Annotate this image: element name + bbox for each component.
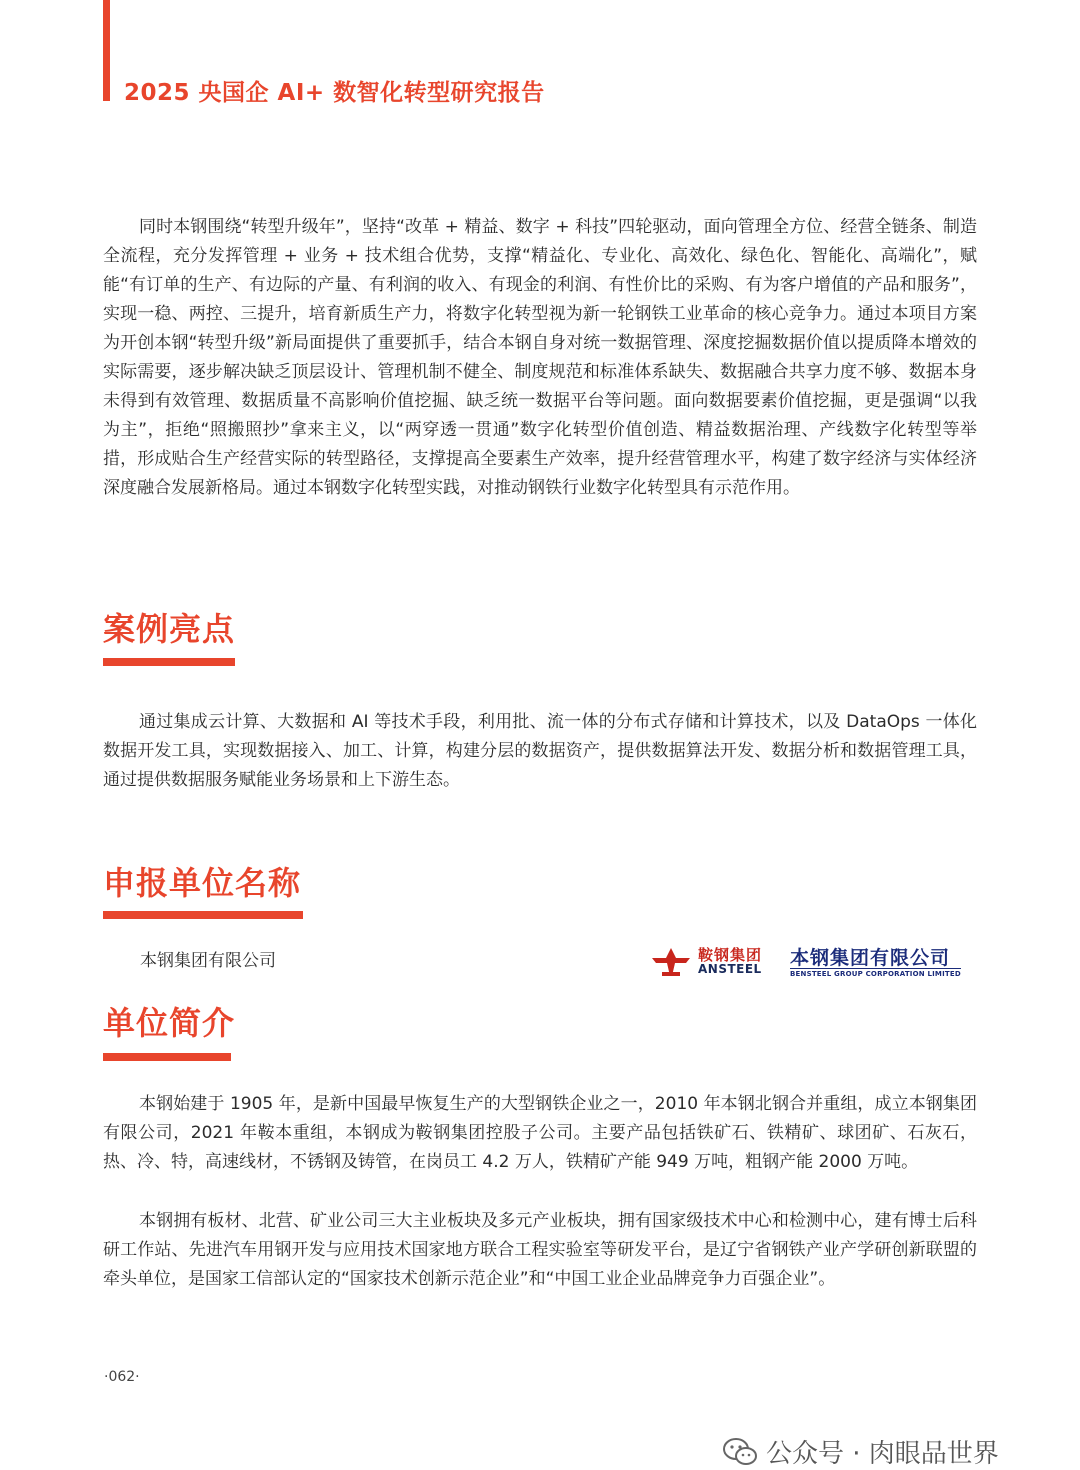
ansteel-logo-en: ANSTEEL [698, 962, 762, 976]
section-underline [103, 1053, 231, 1061]
section-underline [103, 911, 303, 919]
watermark-text: 公众号 · 肉眼品世界 [766, 1439, 999, 1469]
ansteel-logo-cn: 鞍钢集团 [698, 946, 763, 964]
header-accent-bar [103, 0, 110, 101]
intro-paragraph: 同时本钢围绕“转型升级年”，坚持“改革 + 精益、数字 + 科技”四轮驱动，面向管理全方位、经营全链条、制造全流程，充分发挥管理 + 业务 + 技术组合优势，支撑“精益化、专业化、高效化、绿色化、智能化、高端化”，赋能“有订单的生产、有边际的产量、有利润的收入、有现金的利润、有性价比的采购、有为客户增值的产品和服务”，实现一稳、两控、三提升，培育新质生产力，将数字化转型视为新一轮钢铁工业革命的核心竞争力。通过本项目方案为开创本钢“转型升级”新局面提供了重要抓手，结合本钢自身对统一数据管理、深度挖掘数据价值以提质降本增效的实际需要，逐步解决缺乏顶层设计、管理机制不健全、制度规范和标准体系缺失、数据融合共享力度不够、数据本身未得到有效管理、数据质量不高影响价值挖掘、缺乏统一数据平台等问题。面向数据要素价值挖掘，更是强调“以我为主”，拒绝“照搬照抄”拿来主义，以“两穿透一贯通”数字化转型价值创造、精益数据治理、产线数字化转型等举措，形成贴合生产经营实际的转型路径，支撑提高全要素生产效率，提升经营管理水平，构建了数字经济与实体经济深度融合发展新格局。通过本钢数字化转型实践，对推动钢铁行业数字化转型具有示范作用。 [103, 217, 977, 498]
wechat-watermark [722, 1433, 999, 1470]
profile-paragraph-2: 本钢拥有板材、北营、矿业公司三大主业板块及多元产业板块，拥有国家级技术中心和检测中心，建有博士后科研工作站、先进汽车用钢开发与应用技术国家地方联合工程实验室等研发平台，是辽宁省钢铁产业产学研创新联盟的牵头单位，是国家工信部认定的“国家技术创新示范企业”和“中国工业企业品牌竞争力百强企业”。 [103, 1211, 977, 1289]
highlights-paragraph: 通过集成云计算、大数据和 AI 等技术手段，利用批、流一体的分布式存储和计算技术，以及 DataOps 一体化数据开发工具，实现数据接入、加工、计算，构建分层的数据资产，提供数据算法开发、数据分析和数据管理工具，通过提供数据服务赋能业务场景和上下游生态。 [103, 712, 977, 790]
section-title-highlights: 案例亮点 [103, 610, 236, 648]
page-number: ·062· [104, 1369, 140, 1385]
section-title-profile: 单位简介 [103, 1004, 236, 1042]
bensteel-logo-en: BENSTEEL GROUP CORPORATION LIMITED [790, 970, 961, 978]
section-underline [103, 658, 235, 666]
ansteel-logo-icon [650, 946, 692, 978]
applicant-company-name: 本钢集团有限公司 [140, 951, 276, 971]
report-title: 2025 央国企 AI+ 数智化转型研究报告 [124, 80, 545, 106]
profile-paragraph-1: 本钢始建于 1905 年，是新中国最早恢复生产的大型钢铁企业之一，2010 年本钢北钢合并重组，成立本钢集团有限公司，2021 年鞍本重组，本钢成为鞍钢集团控股子公司。主要产品包括铁矿石、铁精矿、球团矿、石灰石，热、冷、特，高速线材，不锈钢及铸管，在岗员工 4.2 万人，铁精矿产能 949 万吨，粗钢产能 2000 万吨。 [103, 1094, 977, 1172]
company-logos [650, 942, 980, 982]
wechat-icon [722, 1437, 758, 1467]
bensteel-logo-cn: 本钢集团有限公司 [790, 947, 951, 969]
section-title-applicant: 申报单位名称 [103, 864, 302, 902]
